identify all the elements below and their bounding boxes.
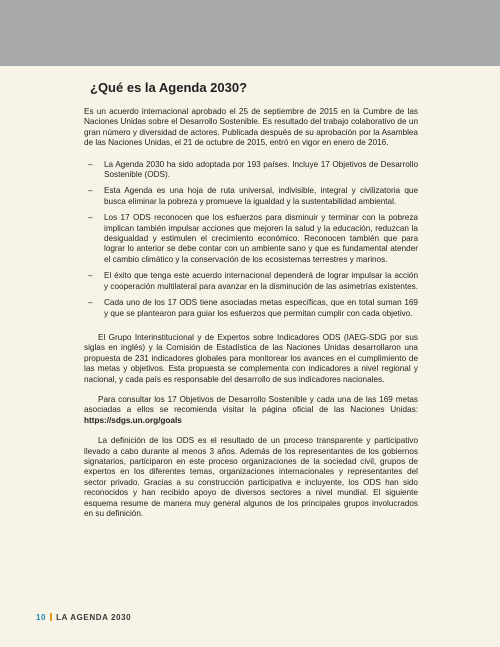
list-item	[84, 186, 418, 207]
list-item	[84, 213, 418, 265]
list-item-text: El éxito que tenga este acuerdo internacional dependerá de lograr impulsar la acción y cooperación multilateral para avanzar en la disminución de las asimetrías existentes.	[104, 271, 419, 291]
footer-title: LA AGENDA 2030	[56, 613, 132, 622]
list-item-text: Esta Agenda es una hoja de ruta universal, indivisible, integral y civilizatoria que busca eliminar la pobreza y promueve la igualdad y la sustentabilidad ambiental.	[104, 186, 418, 206]
list-item	[84, 271, 418, 292]
list-item-text: Los 17 ODS reconocen que los esfuerzos para disminuir y terminar con la pobreza implican también impulsar acciones que mejoren la salud y la educación, reduzcan la desigualdad y estimulen el crecimiento económico. Reconocen también que para lograr lo anterior se debe contar con un ambiente sano y que es fundamental atender el cambio climático y la conservación de los ecosistemas terrestres y marinos.	[104, 213, 418, 264]
consult-text: Para consultar los 17 Objetivos de Desarrollo Sostenible y cada una de las 169 metas asociadas a ellos se recomienda visitar la página oficial de las Naciones Unidas:	[84, 394, 418, 415]
list-item	[84, 160, 418, 181]
intro-paragraph: Es un acuerdo internacional aprobado el 25 de septiembre de 2015 en la Cumbre de las Naciones Unidas sobre el Desarrollo Sostenible. Es resultado del trabajo colaborativo de un gran número y diversidad de actores. Publicada después de su aprobación por la Asamblea de las Naciones Unidas, el 21 de octubre de 2015, entró en vigor en enero de 2016.	[84, 107, 418, 148]
definition-paragraph: La definición de los ODS es el resultado de un proceso transparente y participativo llevado a cabo durante al menos 3 años. Además de los representantes de los gobiernos signatarios, participaron en este proceso organizaciones de la sociedad civil, grupos de expertos en los diferentes temas, organizaciones internacionales y representantes del sector privado. Gracias a su construcción participativa e incluyente, los ODS han sido reconocidos y han recibido apoyo de diversos sectores a nivel mundial. El siguiente esquema resume de manera muy general algunos de los principales grupos involucrados en su definición.	[84, 436, 418, 518]
list-item-text: Cada uno de los 17 ODS tiene asociadas metas específicas, que en total suman 169 y que se plantearon para guiar los esfuerzos que permitan cumplir con cada objetivo.	[104, 298, 418, 318]
iaeg-paragraph: El Grupo Interinstitucional y de Expertos sobre Indicadores ODS (IAEG-SDG por sus siglas en inglés) y la Comisión de Estadística de las Naciones Unidas desarrollaron una propuesta de 231 indicadores globales para monitorear los avances en el cumplimiento de las metas y objetivos. Esta propuesta se complementa con indicadores a nivel regional y nacional, y cada país es responsable del desarrollo de sus indicadores nacionales.	[84, 332, 418, 384]
dash-icon: –	[88, 159, 93, 169]
separator-bar	[50, 613, 52, 621]
bullet-list	[84, 160, 418, 319]
dash-icon: –	[88, 186, 93, 196]
list-item-text: La Agenda 2030 ha sido adoptada por 193 países. Incluye 17 Objetivos de Desarrollo Sostenible (ODS).	[104, 159, 418, 180]
un-goals-link[interactable]: https://sdgs.un.org/goals	[84, 415, 182, 425]
page-number: 10	[36, 613, 47, 622]
dash-icon: –	[88, 298, 93, 308]
consult-paragraph	[84, 395, 418, 426]
dash-icon: –	[88, 271, 93, 281]
page-footer	[36, 613, 131, 622]
page-title: ¿Qué es la Agenda 2030?	[90, 80, 248, 95]
list-item	[84, 298, 418, 319]
page-content	[84, 80, 418, 529]
dash-icon: –	[88, 213, 93, 223]
header-band	[0, 0, 500, 66]
